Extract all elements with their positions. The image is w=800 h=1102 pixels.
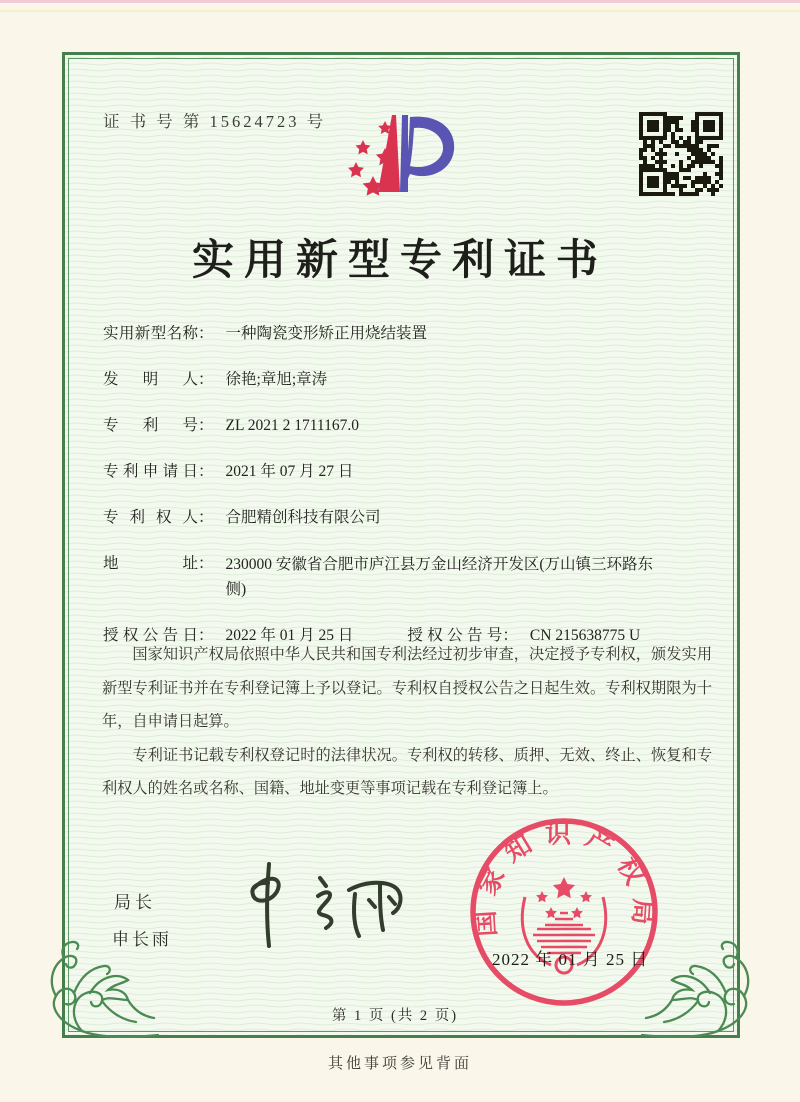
colon: ： bbox=[502, 627, 518, 644]
field-inventors bbox=[103, 368, 723, 392]
commissioner-title: 局长 bbox=[114, 893, 156, 912]
field-label: 地址 bbox=[103, 555, 198, 572]
commissioner-signature-handwriting bbox=[222, 856, 437, 956]
field-application-date bbox=[103, 460, 723, 484]
colon: ： bbox=[198, 555, 214, 572]
certificate-number: 证 书 号 第 15624723 号 bbox=[103, 112, 327, 131]
field-value: 一种陶瓷变形矫正用烧结装置 bbox=[225, 325, 428, 342]
certificate-title: 实用新型专利证书 bbox=[191, 238, 608, 284]
see-back-note: 其他事项参见背面 bbox=[327, 1056, 472, 1072]
field-label: 授权公告号 bbox=[407, 627, 503, 644]
colon: ： bbox=[198, 627, 214, 644]
field-utility-model-name bbox=[103, 322, 723, 346]
qr-code bbox=[639, 112, 723, 196]
cnipa-round-seal bbox=[465, 813, 663, 1011]
colon: ： bbox=[198, 417, 214, 434]
legal-text bbox=[102, 638, 712, 806]
page-indicator: 第 1 页 (共 2 页) bbox=[331, 1008, 459, 1024]
scan-edge-artifact bbox=[0, 0, 800, 3]
svg-text:国家知识产权局: 国家知识产权局 bbox=[469, 819, 659, 938]
commissioner-name: 申长雨 bbox=[112, 930, 172, 949]
colon: ： bbox=[198, 371, 214, 388]
field-label: 专利号 bbox=[103, 417, 198, 434]
field-label: 发明人 bbox=[103, 371, 198, 388]
field-value: ZL 2021 2 1711167.0 bbox=[225, 417, 359, 434]
field-label: 授权公告日 bbox=[103, 627, 198, 644]
colon: ： bbox=[198, 509, 214, 526]
cnipa-logo bbox=[330, 108, 480, 218]
seal-date: 2022 年 01 月 25 日 bbox=[492, 950, 649, 969]
legal-paragraph-2: 专利证书记载专利权登记时的法律状况。专利权的转移、质押、无效、终止、恢复和专利权人的姓名或名称、国籍、地址变更等事项记载在专利登记簿上。 bbox=[102, 746, 712, 797]
field-value: 2022 年 01 月 25 日 bbox=[225, 627, 354, 644]
field-label: 专利申请日 bbox=[103, 463, 198, 480]
field-address bbox=[103, 552, 723, 602]
field-value: CN 215638775 U bbox=[529, 627, 641, 644]
field-label: 专利权人 bbox=[103, 509, 198, 526]
field-list bbox=[103, 322, 723, 648]
field-value: 合肥精创科技有限公司 bbox=[225, 509, 381, 526]
field-value: 230000 安徽省合肥市庐江县万金山经济开发区(万山镇三环路东侧) bbox=[225, 556, 654, 598]
colon: ： bbox=[198, 463, 214, 480]
legal-paragraph-1: 国家知识产权局依照中华人民共和国专利法经过初步审查，决定授予专利权，颁发实用新型专利证书并在专利登记簿上予以登记。专利权自授权公告之日起生效。专利权期限为十年，自申请日起算。 bbox=[102, 646, 712, 730]
field-value: 徐艳;章旭;章涛 bbox=[225, 371, 328, 388]
scan-edge-artifact bbox=[0, 10, 800, 12]
field-value: 2021 年 07 月 27 日 bbox=[225, 463, 354, 480]
colon: ： bbox=[198, 325, 214, 342]
field-label: 实用新型名称 bbox=[103, 325, 198, 342]
corner-flourish-bottom-left bbox=[30, 938, 162, 1050]
field-patent-number bbox=[103, 414, 723, 438]
field-patentee bbox=[103, 506, 723, 530]
